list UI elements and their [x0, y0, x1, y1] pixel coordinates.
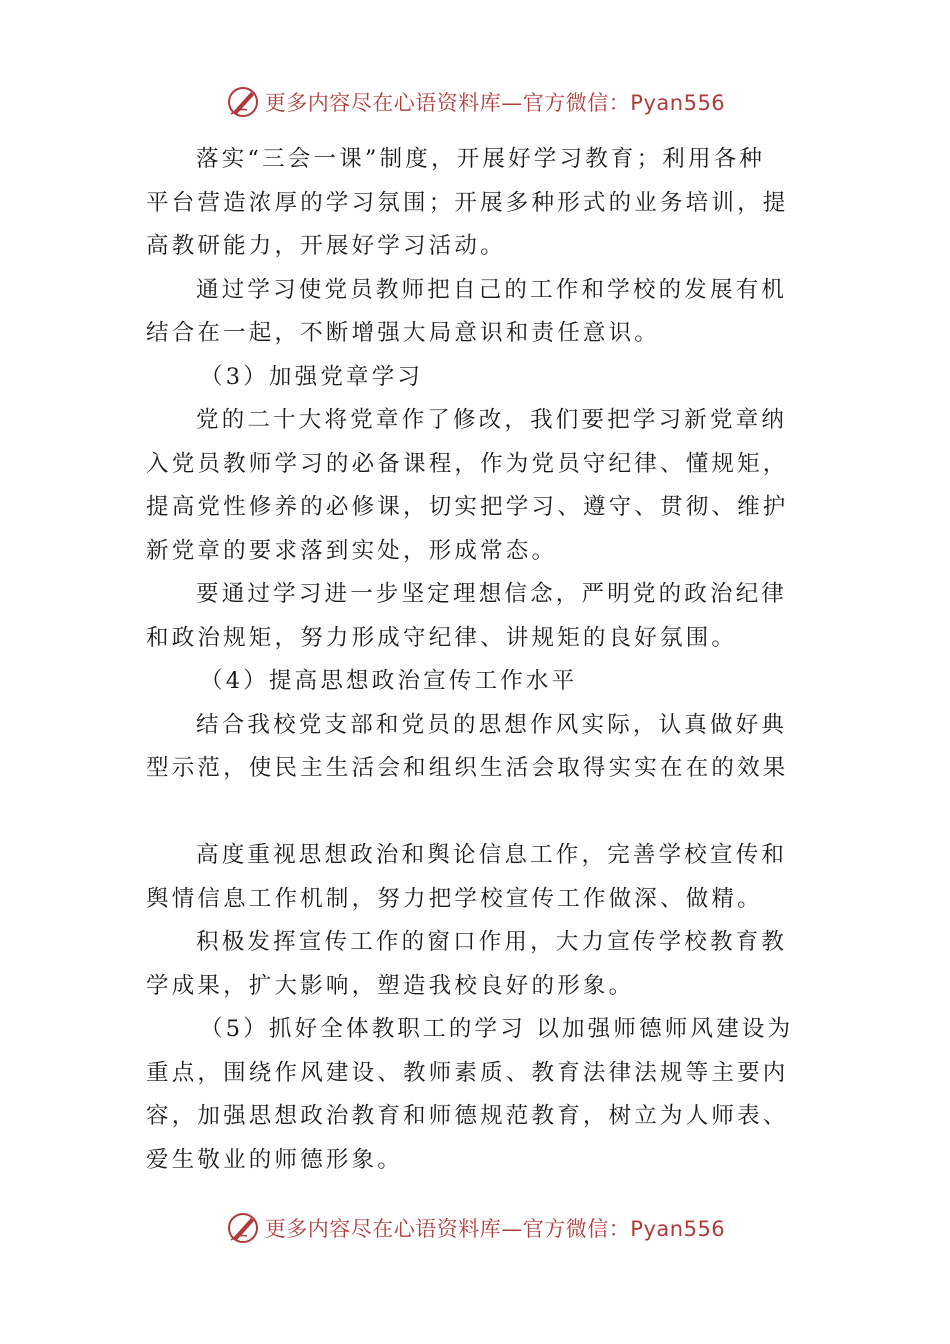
text-line: 爱生敬业的师德形象。 [146, 1146, 404, 1173]
text-line: 提高党性修养的必修课，切实把学习、遵守、贯彻、维护 [146, 494, 789, 520]
text-line: 容，加强思想政治教育和师德规范教育，树立为人师表、 [146, 1103, 789, 1129]
spacer [146, 791, 810, 835]
document-body [146, 138, 810, 1182]
text-line: 重点，围绕作风建设、教师素质、教育法律法规等主要内 [146, 1059, 789, 1086]
text-line: 结合在一起，不断增强大局意识和责任意识。 [146, 320, 661, 346]
text-line: （5）抓好全体教职工的学习 以加强师德师风建设为 [200, 1016, 794, 1042]
text-line: 学成果，扩大影响，塑造我校良好的形象。 [146, 972, 635, 999]
text-line: 新党章的要求落到实处，形成常态。 [146, 537, 558, 564]
text-line: 党的二十大将党章作了修改，我们要把学习新党章纳 [196, 407, 788, 433]
text-line: 平台营造浓厚的学习氛围；开展多种形式的业务培训，提 [146, 189, 789, 216]
header-banner [0, 82, 950, 122]
pen-logo-icon [225, 84, 261, 120]
text-line: 高教研能力，开展好学习活动。 [146, 233, 506, 259]
text-line: 落实“三会一课”制度，开展好学习教育；利用各种 [196, 146, 766, 172]
text-line: 积极发挥宣传工作的窗口作用，大力宣传学校教育教 [196, 929, 788, 955]
pen-logo-icon [225, 1210, 261, 1246]
text-line: 和政治规矩，努力形成守纪律、讲规矩的良好氛围。 [146, 624, 738, 651]
text-line: 结合我校党支部和党员的思想作风实际，认真做好典 [196, 711, 788, 738]
text-line: 型示范，使民主生活会和组织生活会取得实实在在的效果 [146, 755, 789, 781]
text-line: 高度重视思想政治和舆论信息工作，完善学校宣传和 [196, 842, 788, 868]
footer-banner [0, 1208, 950, 1248]
banner-text: 更多内容尽在心语资料库—官方微信：Pyan556 [264, 1217, 726, 1241]
section-heading: （3）加强党章学习 [200, 363, 424, 390]
text-line: 要通过学习进一步坚定理想信念，严明党的政治纪律 [196, 581, 788, 607]
text-line: 舆情信息工作机制，努力把学校宣传工作做深、做精。 [146, 885, 763, 912]
section-heading: （4）提高思想政治宣传工作水平 [200, 668, 578, 694]
text-line: 通过学习使党员教师把自己的工作和学校的发展有机 [196, 276, 788, 303]
text-line: 入党员教师学习的必备课程，作为党员守纪律、懂规矩， [146, 450, 789, 477]
banner-text: 更多内容尽在心语资料库—官方微信：Pyan556 [264, 91, 726, 115]
